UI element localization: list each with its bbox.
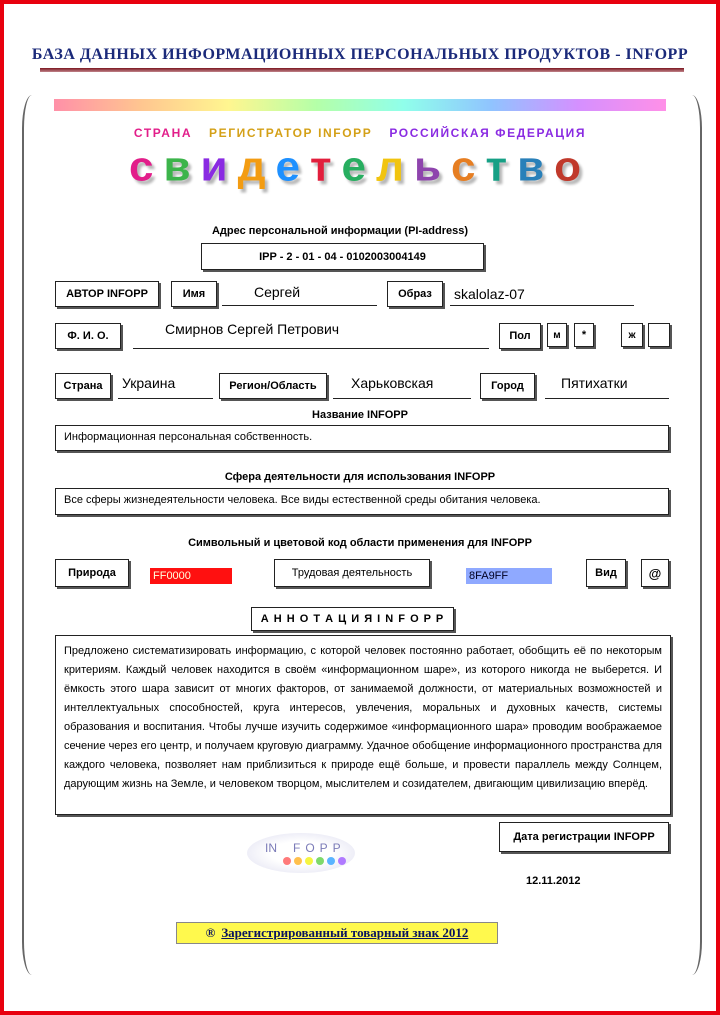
country-word: СТРАНА: [133, 126, 193, 140]
female-checkbox-empty[interactable]: [648, 323, 670, 347]
author-label: АВТОР INFOPP: [55, 281, 159, 307]
logo-text-left: IN: [265, 841, 277, 855]
logo-dot: [283, 857, 291, 865]
federation-word: РОССИЙСКАЯ ФЕДЕРАЦИЯ: [389, 126, 587, 140]
kind-value: @: [641, 559, 669, 587]
fio-value: Смирнов Сергей Петрович: [133, 321, 489, 349]
certificate-title: [0, 142, 720, 192]
header-divider: [40, 68, 684, 72]
sex-marker: *: [574, 323, 594, 347]
address-value: IPP - 2 - 01 - 04 - 0102003004149: [201, 243, 484, 270]
title-letter: е: [341, 143, 377, 190]
trademark-text: Зарегистрированный товарный знак 2012: [221, 925, 469, 940]
sex-label: Пол: [499, 323, 541, 349]
logo-text-right: FOPP: [293, 841, 346, 855]
title-letter: л: [376, 143, 414, 190]
image-value: skalolaz-07: [450, 286, 634, 306]
female-checkbox[interactable]: ж: [621, 323, 643, 347]
logo-dot: [294, 857, 302, 865]
registered-icon: ®: [205, 925, 216, 940]
nature-color-code: FF0000: [150, 568, 232, 584]
region-value: Харьковская: [333, 375, 471, 399]
address-label: Адрес персональной информации (PI-address): [211, 225, 468, 237]
city-value: Пятихатки: [545, 375, 669, 399]
sphere-value: Все сферы жизнедеятельности человека. Все виды естественной среды обитания человека.: [55, 488, 669, 515]
country-value: Украина: [118, 375, 213, 399]
infopp-name-label: Название INFOPP: [312, 409, 408, 421]
infopp-logo: [247, 833, 355, 873]
logo-dot: [327, 857, 335, 865]
logo-dot: [305, 857, 313, 865]
registration-label: Дата регистрации INFOPP: [499, 822, 669, 852]
registration-date: 12.11.2012: [526, 875, 581, 887]
region-label: Регион/Область: [219, 373, 327, 399]
annotation-text: Предложено систематизировать информацию, с которой человек постоянно работает, обобщить её по некоторым критериям. Каждый человек находится в своём «информационном шаре», из которого никогда не выберется. И ёмкость этого шара зависит от многих факторов, от занимаемой должности, от материальных возможностей и интеллектуальных способностей, круга интересов, увлечения, моральных и духовных качеств, системы образования и воспитания. Чтобы лучше изучить содержимое «информационного шара» проводим воображаемое сечение через его центр, и получаем круговую диаграмму. Удачное обобщение информационного пространства для каждого человека, позволяет нам приблизиться к природе ещё больше, и провести параллель между Солнцем, дарующим жизнь на Земле, и человеком творцом, мыслителем и созидателем, двигающим цивилизацию вперёд.: [55, 635, 671, 815]
kind-label: Вид: [586, 559, 626, 587]
city-label: Город: [480, 373, 535, 399]
title-letter: в: [163, 143, 201, 190]
male-checkbox[interactable]: м: [547, 323, 567, 347]
logo-dot: [338, 857, 346, 865]
title-letter: т: [309, 143, 342, 190]
logo-dot: [316, 857, 324, 865]
labor-label: Трудовая деятельность: [274, 559, 430, 587]
name-label: Имя: [171, 281, 217, 307]
fio-label: Ф. И. О.: [55, 323, 121, 349]
logo-dots: [283, 857, 346, 865]
title-letter: и: [200, 143, 238, 190]
infopp-name-value: Информационная персональная собственность.: [55, 425, 669, 451]
rainbow-strip: [54, 99, 666, 111]
title-letter: д: [237, 143, 276, 190]
title-letter: в: [517, 143, 555, 190]
page-header: БАЗА ДАННЫХ ИНФОРМАЦИОННЫХ ПЕРСОНАЛЬНЫХ ПРОДУКТОВ - INFOPP: [31, 46, 689, 63]
image-label: Образ: [387, 281, 443, 307]
trademark-banner: [176, 922, 498, 944]
sheet-right-edge: [692, 95, 702, 975]
sphere-label: Сфера деятельности для использования INFOPP: [224, 471, 496, 483]
title-letter: с: [451, 143, 486, 190]
country-label: Страна: [55, 373, 111, 399]
labor-color-code: 8FA9FF: [466, 568, 552, 584]
title-letter: т: [485, 143, 518, 190]
title-letter: с: [128, 143, 164, 190]
name-value: Сергей: [222, 284, 377, 306]
nature-label: Природа: [55, 559, 129, 587]
title-letter: е: [275, 143, 310, 190]
title-letter: ь: [413, 143, 452, 190]
title-letter: о: [554, 143, 592, 190]
registrar-line: [0, 126, 720, 140]
registrar-word: РЕГИСТРАТОР INFOPP: [209, 126, 373, 140]
codes-label: Символьный и цветовой код области применения для INFOPP: [188, 537, 532, 549]
annotation-heading: А Н Н О Т А Ц И Я I N F O P P: [251, 607, 454, 631]
